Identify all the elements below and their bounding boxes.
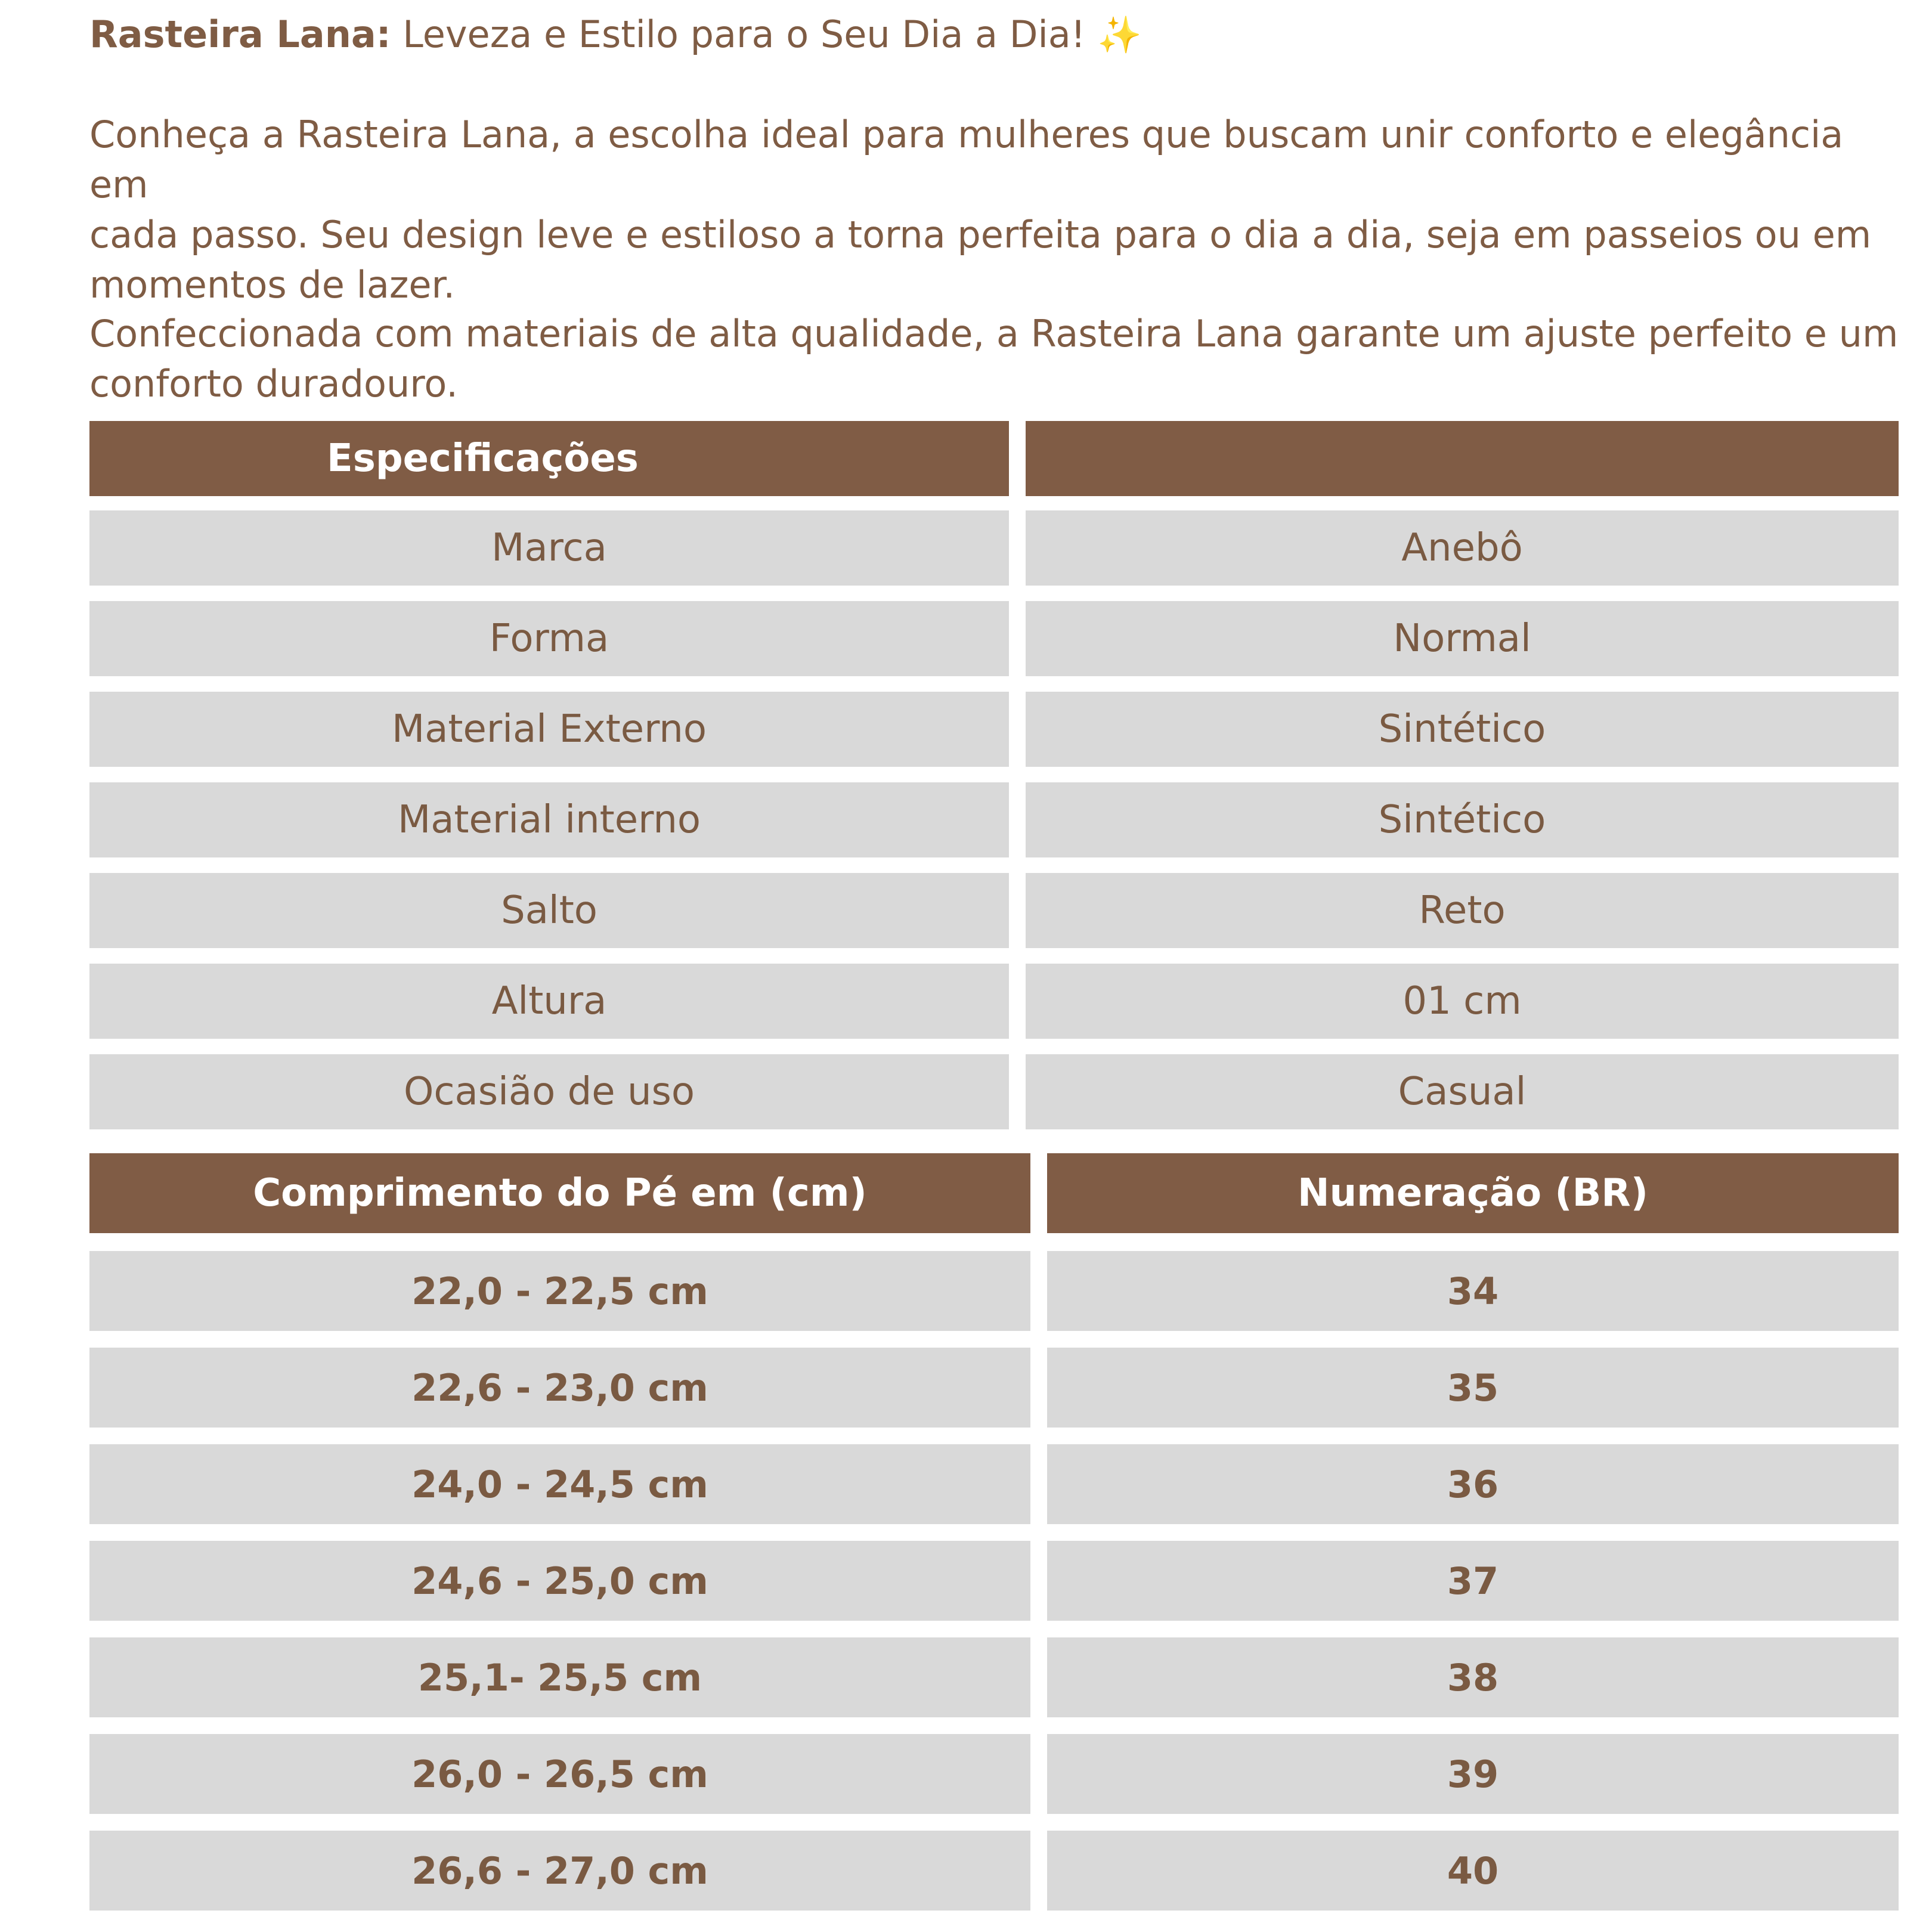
spec-label: Forma — [89, 601, 1009, 676]
size-length: 22,6 - 23,0 cm — [89, 1348, 1030, 1428]
spec-value: Anebô — [1026, 510, 1899, 586]
spec-label: Ocasião de uso — [89, 1054, 1009, 1129]
description-paragraph-1 — [89, 110, 1902, 310]
size-number: 35 — [1047, 1348, 1899, 1428]
sizes-header-left: Comprimento do Pé em (cm) — [89, 1153, 1030, 1233]
size-number: 39 — [1047, 1734, 1899, 1814]
size-number: 38 — [1047, 1637, 1899, 1717]
size-length: 24,6 - 25,0 cm — [89, 1541, 1030, 1621]
spec-value: Casual — [1026, 1054, 1899, 1129]
spec-value: Normal — [1026, 601, 1899, 676]
paragraph-line: conforto duradouro. — [89, 362, 458, 405]
spec-label: Marca — [89, 510, 1009, 586]
spec-label: Salto — [89, 873, 1009, 948]
size-length: 24,0 - 24,5 cm — [89, 1444, 1030, 1524]
product-title — [89, 10, 1902, 60]
sizes-header-right: Numeração (BR) — [1047, 1153, 1899, 1233]
specs-header-left: Especificações — [89, 421, 1009, 496]
paragraph-line: cada passo. Seu design leve e estiloso a torna perfeita para o dia a dia, seja em passeios ou em — [89, 213, 1872, 256]
paragraph-line: Conheça a Rasteira Lana, a escolha ideal para mulheres que buscam unir conforto e elegância em — [89, 113, 1844, 206]
size-length: 22,0 - 22,5 cm — [89, 1251, 1030, 1331]
spec-value: Reto — [1026, 873, 1899, 948]
spec-value: Sintético — [1026, 782, 1899, 857]
size-length: 26,0 - 26,5 cm — [89, 1734, 1030, 1814]
size-number: 34 — [1047, 1251, 1899, 1331]
size-length: 26,6 - 27,0 cm — [89, 1831, 1030, 1911]
size-number: 37 — [1047, 1541, 1899, 1621]
size-number: 40 — [1047, 1831, 1899, 1911]
size-number: 36 — [1047, 1444, 1899, 1524]
specs-header-right — [1026, 421, 1899, 496]
size-length: 25,1- 25,5 cm — [89, 1637, 1030, 1717]
paragraph-line: Confeccionada com materiais de alta qualidade, a Rasteira Lana garante um ajuste perfeito e um — [89, 312, 1899, 355]
product-title-rest: Leveza e Estilo para o Seu Dia a Dia! — [402, 13, 1086, 56]
spec-value: Sintético — [1026, 692, 1899, 767]
sparkles-icon: ✨ — [1097, 14, 1142, 56]
description-paragraph-2 — [89, 309, 1902, 409]
spec-label: Altura — [89, 964, 1009, 1039]
product-title-bold: Rasteira Lana: — [89, 13, 391, 56]
spec-value: 01 cm — [1026, 964, 1899, 1039]
spec-label: Material interno — [89, 782, 1009, 857]
spec-label: Material Externo — [89, 692, 1009, 767]
paragraph-line: momentos de lazer. — [89, 263, 456, 306]
